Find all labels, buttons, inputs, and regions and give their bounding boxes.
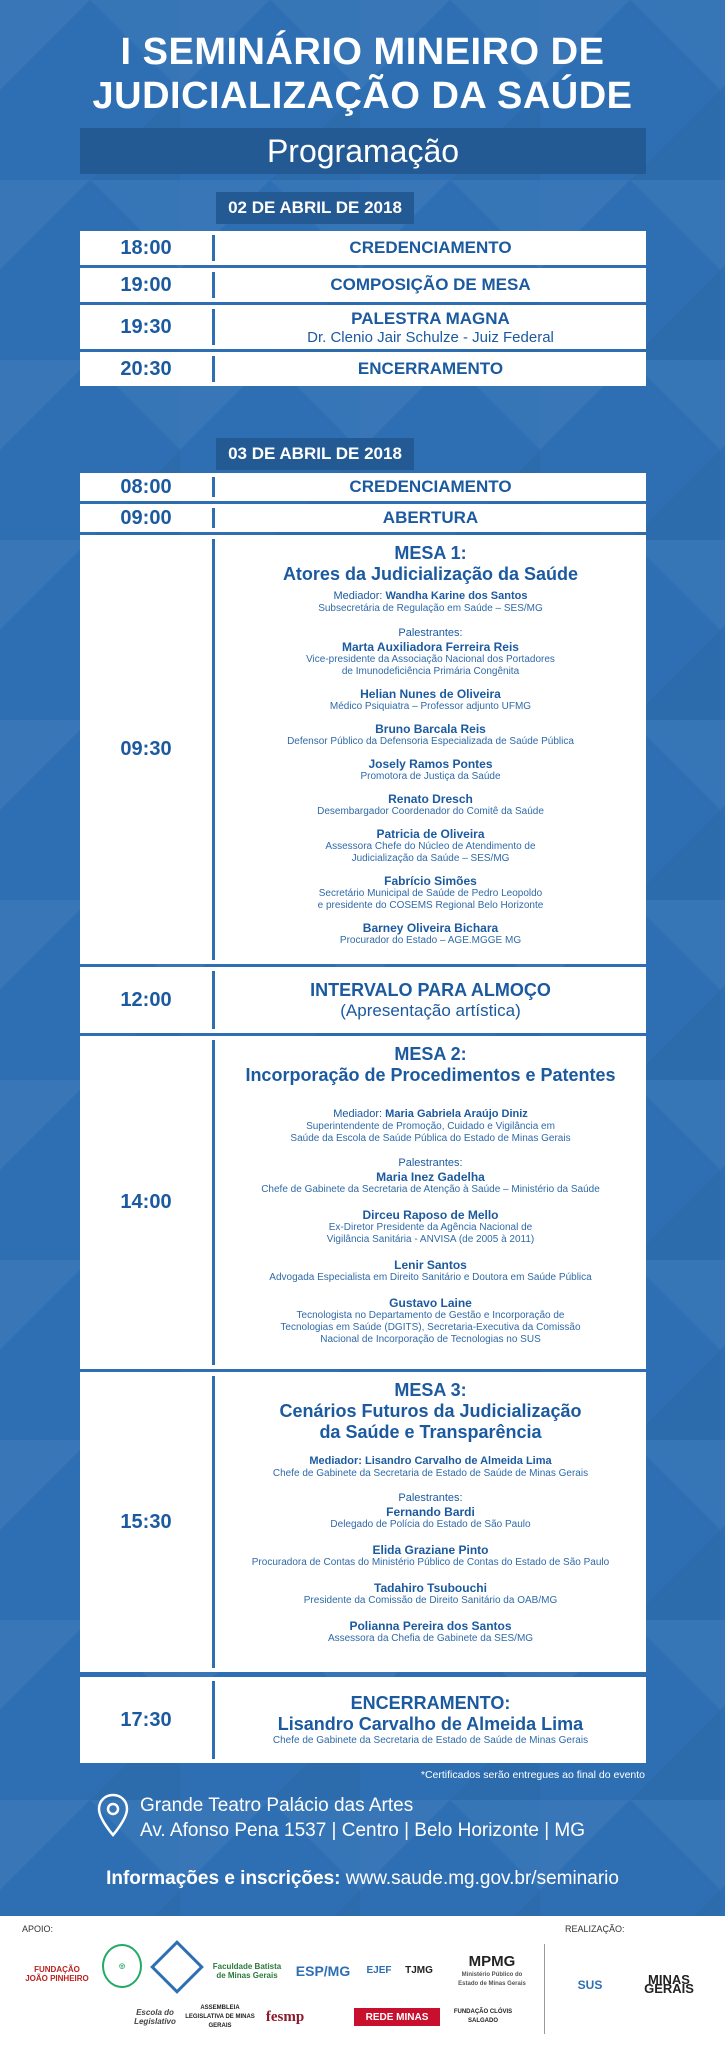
escola-logo: Escola do Legislativo: [134, 2008, 176, 2026]
speaker-role: Desembargador Coordenador do Comitê da Saúde: [317, 806, 544, 817]
speaker-role: Advogada Especialista em Direito Sanitário e Doutora em Saúde Pública: [269, 1272, 592, 1283]
lunch-row: [80, 967, 646, 1033]
speaker-role: Vigilância Sanitária - ANVISA (de 2005 à 2011): [326, 1234, 535, 1245]
schedule-row: [80, 504, 646, 532]
mesa-subtitle: Atores da Judicialização da Saúde: [282, 564, 579, 584]
speaker-name: Elida Graziane Pinto: [372, 1543, 489, 1557]
info-label: Informações e inscrições:: [106, 1868, 346, 1889]
realization-label: REALIZAÇÃO:: [565, 1924, 625, 1934]
title-line-2: JUDICIALIZAÇÃO DA SAÚDE: [92, 75, 633, 117]
row-title: ABERTURA: [382, 508, 479, 527]
closing-name: Lisandro Carvalho de Almeida Lima: [277, 1714, 584, 1734]
programacao-bar: [80, 128, 646, 174]
speaker-role: Chefe de Gabinete da Secretaria de Atenção à Saúde – Ministério da Saúde: [261, 1184, 600, 1195]
mediator-role: Saúde da Escola de Saúde Pública do Estado de Minas Gerais: [290, 1133, 571, 1144]
fundacao-logo: FUNDAÇÃO CLÓVIS SALGADO: [453, 2009, 513, 2024]
row-title: COMPOSIÇÃO DE MESA: [330, 275, 531, 294]
speaker-name: Barney Oliveira Bichara: [362, 921, 499, 935]
date-day1: 02 DE ABRIL DE 2018: [228, 198, 402, 217]
speaker-role: Procuradora de Contas do Ministério Público de Contas do Estado de São Paulo: [251, 1557, 610, 1568]
row-time: 19:30: [120, 315, 172, 338]
date-tab-day1: [216, 192, 414, 224]
row-time: 17:30: [120, 1708, 172, 1731]
support-label: APOIO:: [22, 1924, 54, 1934]
speakers-label: Palestrantes:: [398, 627, 463, 639]
speaker-role: Delegado de Polícia do Estado de São Paulo: [330, 1519, 531, 1530]
mediator-name: Maria Gabriela Araújo Diniz: [385, 1108, 528, 1120]
fjp-logo: FUNDAÇÃO JOÃO PINHEIRO: [25, 1965, 89, 1983]
speaker-role: Promotora de Justiça da Saúde: [360, 771, 501, 782]
title-line-1: I SEMINÁRIO MINEIRO DE: [120, 31, 605, 73]
speaker-name: Lenir Santos: [394, 1258, 467, 1272]
tjmg-logo: TJMG: [405, 1964, 433, 1976]
schedule-row: [80, 231, 646, 265]
row-title: ENCERRAMENTO:: [350, 1693, 511, 1713]
mesa1-block: [80, 535, 646, 964]
speaker-role: de Imunodeficiência Primária Congênita: [341, 666, 520, 677]
mediator-role: Subsecretária de Regulação em Saúde – SES/MG: [318, 603, 543, 614]
speakers-label: Palestrantes:: [398, 1492, 463, 1504]
row-time: 08:00: [120, 475, 172, 498]
speaker-role: Assessora da Chefia de Gabinete da SES/MG: [327, 1633, 534, 1644]
seal-logo: ◎: [102, 1944, 142, 1988]
row-time: 12:00: [120, 988, 172, 1011]
row-time: 14:00: [120, 1191, 172, 1213]
row-time: 09:00: [120, 506, 172, 529]
row-title: CREDENCIAMENTO: [349, 477, 512, 496]
closing-row: [80, 1677, 646, 1763]
row-title: CREDENCIAMENTO: [349, 238, 512, 257]
mesa3-block: [80, 1372, 646, 1672]
speaker-role: e presidente do COSEMS Regional Belo Horizonte: [317, 900, 544, 911]
speaker-name: Dirceu Raposo de Mello: [362, 1208, 499, 1222]
footer-divider: [544, 1944, 545, 2034]
mesa-title: MESA 1:: [394, 543, 467, 563]
row-time: 18:00: [120, 236, 172, 259]
redeminas-logo: REDE MINAS: [354, 2008, 440, 2026]
speaker-role: Judicialização da Saúde – SES/MG: [351, 853, 510, 864]
assembleia-logo: ASSEMBLEIA LEGISLATIVA DE MINAS GERAIS: [185, 2004, 255, 2029]
speaker-name: Helian Nunes de Oliveira: [360, 687, 501, 701]
info-url[interactable]: www.saude.mg.gov.br/seminario: [345, 1868, 619, 1889]
speaker-role: Ex-Diretor Presidente da Agência Nacional de: [328, 1222, 533, 1233]
row-time: 19:00: [120, 273, 172, 296]
speaker-name: Bruno Barcala Reis: [375, 722, 486, 736]
speaker-role: Nacional de Incorporação de Tecnologias no SUS: [320, 1334, 541, 1345]
row-subtitle: Dr. Clenio Jair Schulze - Juiz Federal: [307, 328, 554, 346]
speaker-role: Presidente da Comissão de Direito Sanitário da OAB/MG: [303, 1595, 558, 1606]
info-line: [0, 1868, 725, 1890]
speaker-name: Polianna Pereira dos Santos: [349, 1619, 512, 1633]
event-title: [0, 30, 725, 118]
schedule-row: [80, 473, 646, 501]
speakers-label: Palestrantes:: [398, 1157, 463, 1169]
speaker-role: Médico Psiquiatra – Professor adjunto UFMG: [329, 701, 532, 712]
speaker-name: Josely Ramos Pontes: [368, 757, 493, 771]
mediator-prefix: Mediador:: [333, 1108, 386, 1120]
mediator-role: Chefe de Gabinete da Secretaria de Estado de Saúde de Minas Gerais: [272, 1468, 589, 1479]
fesmp-logo: fesmp: [265, 2008, 305, 2025]
speaker-role: Secretário Municipal de Saúde de Pedro Leopoldo: [318, 888, 543, 899]
row-subtitle: (Apresentação artística): [340, 1000, 521, 1020]
mesa-subtitle: Incorporação de Procedimentos e Patentes: [245, 1065, 616, 1085]
mesa-title: MESA 2:: [394, 1044, 467, 1064]
schedule-row: [80, 268, 646, 302]
mesa-subtitle: Cenários Futuros da Judicialização: [279, 1401, 582, 1421]
speaker-role: Tecnologias em Saúde (DGITS), Secretaria-Executiva da Comissão: [280, 1322, 581, 1333]
mpmg-logo: MPMG: [468, 1952, 516, 1970]
speaker-name: Fernando Bardi: [386, 1505, 475, 1519]
speaker-name: Tadahiro Tsubouchi: [374, 1581, 487, 1595]
sus-logo: SUS: [577, 1977, 603, 1992]
speaker-role: Defensor Público da Defensoria Especializada de Saúde Pública: [287, 736, 574, 747]
row-title: INTERVALO PARA ALMOÇO: [310, 979, 551, 1000]
mediator-name: Lisandro Carvalho de Almeida Lima: [364, 1455, 552, 1467]
date-tab-day2: [216, 438, 414, 470]
speaker-name: Renato Dresch: [388, 792, 473, 806]
row-title: PALESTRA MAGNA: [351, 308, 510, 328]
location-pin-icon: [97, 1793, 129, 1842]
row-time: 09:30: [120, 738, 172, 760]
mediator-name: Wandha Karine dos Santos: [385, 590, 528, 602]
closing-role: Chefe de Gabinete da Secretaria de Estado de Saúde de Minas Gerais: [272, 1735, 589, 1746]
date-day2: 03 DE ABRIL DE 2018: [228, 444, 402, 463]
certificate-note: *Certificados serão entregues ao final do evento: [420, 1769, 645, 1781]
speaker-role: Vice-presidente da Associação Nacional dos Portadores: [306, 654, 555, 665]
programacao-label: Programação: [266, 133, 460, 169]
mesa-subtitle: da Saúde e Transparência: [319, 1422, 542, 1442]
mediator-prefix: Mediador:: [309, 1455, 365, 1467]
schedule-row: [80, 305, 646, 349]
row-time: 15:30: [120, 1510, 172, 1533]
speaker-name: Patricia de Oliveira: [376, 827, 485, 841]
footer-logos: [0, 1916, 725, 2050]
schedule-row: [80, 352, 646, 386]
speaker-name: Fabrício Simões: [384, 874, 477, 888]
mpmg-subtitle: Ministério Público do Estado de Minas Gerais: [458, 1972, 526, 1987]
location-name: Grande Teatro Palácio das Artes: [140, 1795, 414, 1816]
speaker-role: Procurador do Estado – AGE.MGGE MG: [339, 935, 522, 946]
mediator-prefix: Mediador:: [333, 590, 386, 602]
mesa2-block: [80, 1036, 646, 1369]
row-title: ENCERRAMENTO: [357, 359, 504, 378]
speaker-name: Maria Inez Gadelha: [376, 1170, 485, 1184]
minas-gerais-logo: MINAS GERAIS: [644, 1972, 694, 1996]
cross-logo: [150, 1940, 204, 1994]
mediator-role: Superintendente de Promoção, Cuidado e Vigilância em: [306, 1121, 555, 1132]
espmg-logo: ESP/MG: [295, 1962, 351, 1979]
speaker-role: Assessora Chefe do Núcleo de Atendimento de: [325, 841, 536, 852]
ejef-logo: EJEF: [366, 1964, 392, 1976]
speaker-name: Gustavo Laine: [389, 1296, 472, 1310]
batista-logo: Faculdade Batista de Minas Gerais: [212, 1962, 282, 1980]
speaker-role: Tecnologista no Departamento de Gestão e Incorporação de: [296, 1310, 565, 1321]
mesa-title: MESA 3:: [394, 1380, 467, 1400]
location-address: Av. Afonso Pena 1537 | Centro | Belo Horizonte | MG: [140, 1820, 586, 1841]
row-time: 20:30: [120, 357, 172, 380]
speaker-name: Marta Auxiliadora Ferreira Reis: [342, 640, 519, 654]
